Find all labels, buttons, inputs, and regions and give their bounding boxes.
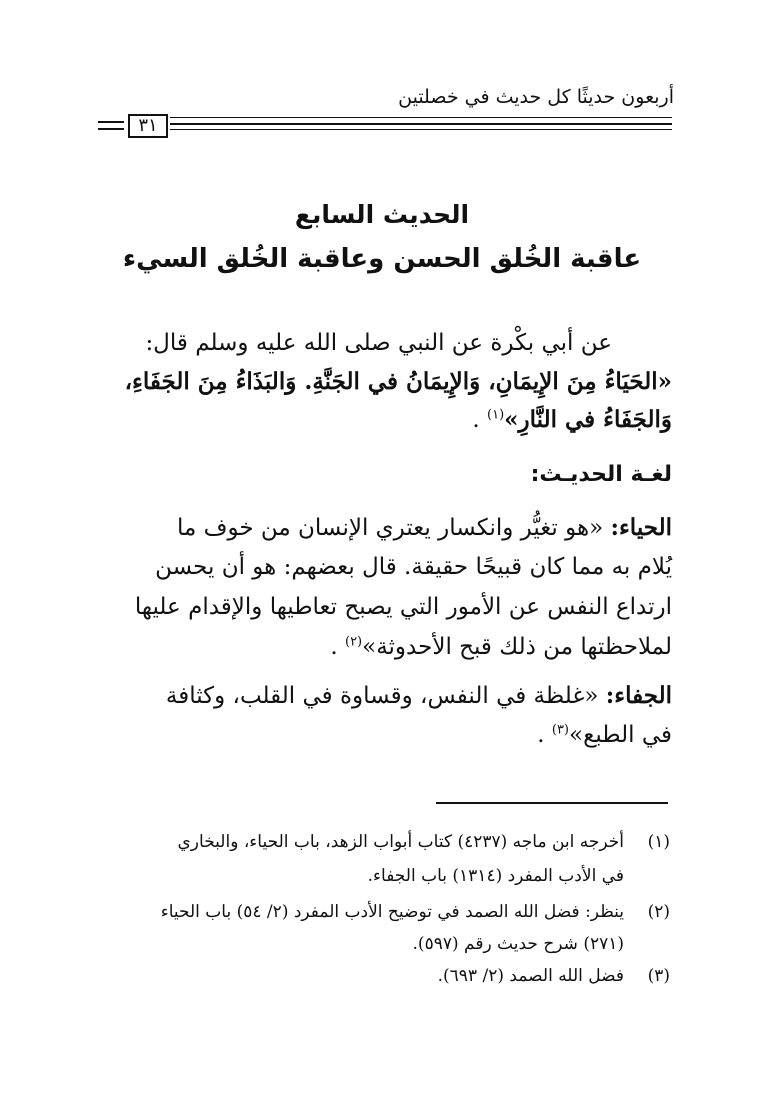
footnote-3-line-1: فضل الله الصمد (٢/ ٦٩٣). bbox=[437, 966, 624, 986]
haya-line-4-main: لملاحظتها من ذلك قبح الأحدوثة» bbox=[362, 634, 672, 660]
header-rule-bottom bbox=[170, 129, 672, 130]
haya-term: الحياء: bbox=[610, 514, 672, 541]
haya-line-2: يُلام به مما كان قبيحًا حقيقة. قال بعضهم: هو أن يحسن bbox=[155, 554, 672, 580]
footnote-2-number: (٢) bbox=[647, 902, 670, 922]
haya-line-3: ارتداع النفس عن الأمور التي يصبح تعاطيها والإقدام عليها bbox=[134, 594, 672, 620]
haya-line-1 bbox=[177, 514, 672, 541]
jafa-term: الجفاء: bbox=[605, 682, 672, 709]
footnote-separator bbox=[436, 802, 668, 804]
jafa-line-1-text: «غلظة في النفس، وقساوة في القلب، وكثافة bbox=[165, 683, 599, 709]
footnote-3-number: (٣) bbox=[647, 966, 670, 986]
footnote-2-line-2: (٢٧١) شرح حديث رقم (٥٩٧). bbox=[412, 934, 624, 954]
header-rule-top bbox=[170, 117, 672, 118]
jafa-line-1 bbox=[166, 682, 672, 709]
footnote-2-line-1: ينظر: فضل الله الصمد في توضيح الأدب المفرد (٢/ ٥٤) باب الحياء bbox=[160, 902, 624, 922]
footnote-1-line-2: في الأدب المفرد (١٣١٤) باب الجفاء. bbox=[367, 866, 624, 886]
jafa-line-2-main: في الطبع» bbox=[569, 722, 672, 748]
footnote-ref-1: (١) bbox=[487, 407, 505, 423]
hadith-subject-title: عاقبة الخُلق الحسن وعاقبة الخُلق السيء bbox=[122, 244, 642, 274]
footnote-1-number: (١) bbox=[647, 832, 670, 852]
running-title: أربعون حديثًا كل حديث في خصلتين bbox=[398, 86, 674, 108]
page-number: ٣١ bbox=[128, 114, 168, 138]
hadith-text-line-2 bbox=[472, 406, 672, 433]
footnote-1-line-1: أخرجه ابن ماجه (٤٢٣٧) كتاب أبواب الزهد، باب الحياء، والبخاري bbox=[177, 832, 624, 852]
hadith-text-line-2-main: وَالجَفَاءُ في النَّارِ» bbox=[504, 406, 672, 433]
page-number-dash-top bbox=[98, 121, 124, 123]
hadith-number-title: الحديث السابع bbox=[294, 200, 470, 229]
haya-line-4 bbox=[330, 634, 672, 660]
jafa-line-2-end: . bbox=[537, 722, 545, 748]
header-rule-middle bbox=[170, 123, 672, 125]
footnote-ref-2: (٢) bbox=[344, 634, 363, 650]
hadith-text-line-1: «الحَيَاءُ مِنَ الإِيمَانِ، وَالإِيمَانُ في الجَنَّةِ. وَالبَذَاءُ مِنَ الجَفَاءِ، bbox=[124, 368, 672, 395]
hadith-intro: عن أبي بكْرة عن النبي صلى الله عليه وسلم قال: bbox=[145, 330, 612, 356]
jafa-line-2 bbox=[537, 722, 672, 748]
lexicon-heading: لغـة الحديـث: bbox=[530, 462, 672, 487]
haya-line-4-end: . bbox=[330, 634, 338, 660]
haya-line-1-text: «هو تغيُّر وانكسار يعتري الإنسان من خوف ما bbox=[177, 515, 604, 541]
hadith-text-line-2-end: . bbox=[472, 407, 480, 433]
footnote-ref-3: (٣) bbox=[551, 722, 569, 738]
page-number-dash-bottom bbox=[98, 128, 124, 130]
